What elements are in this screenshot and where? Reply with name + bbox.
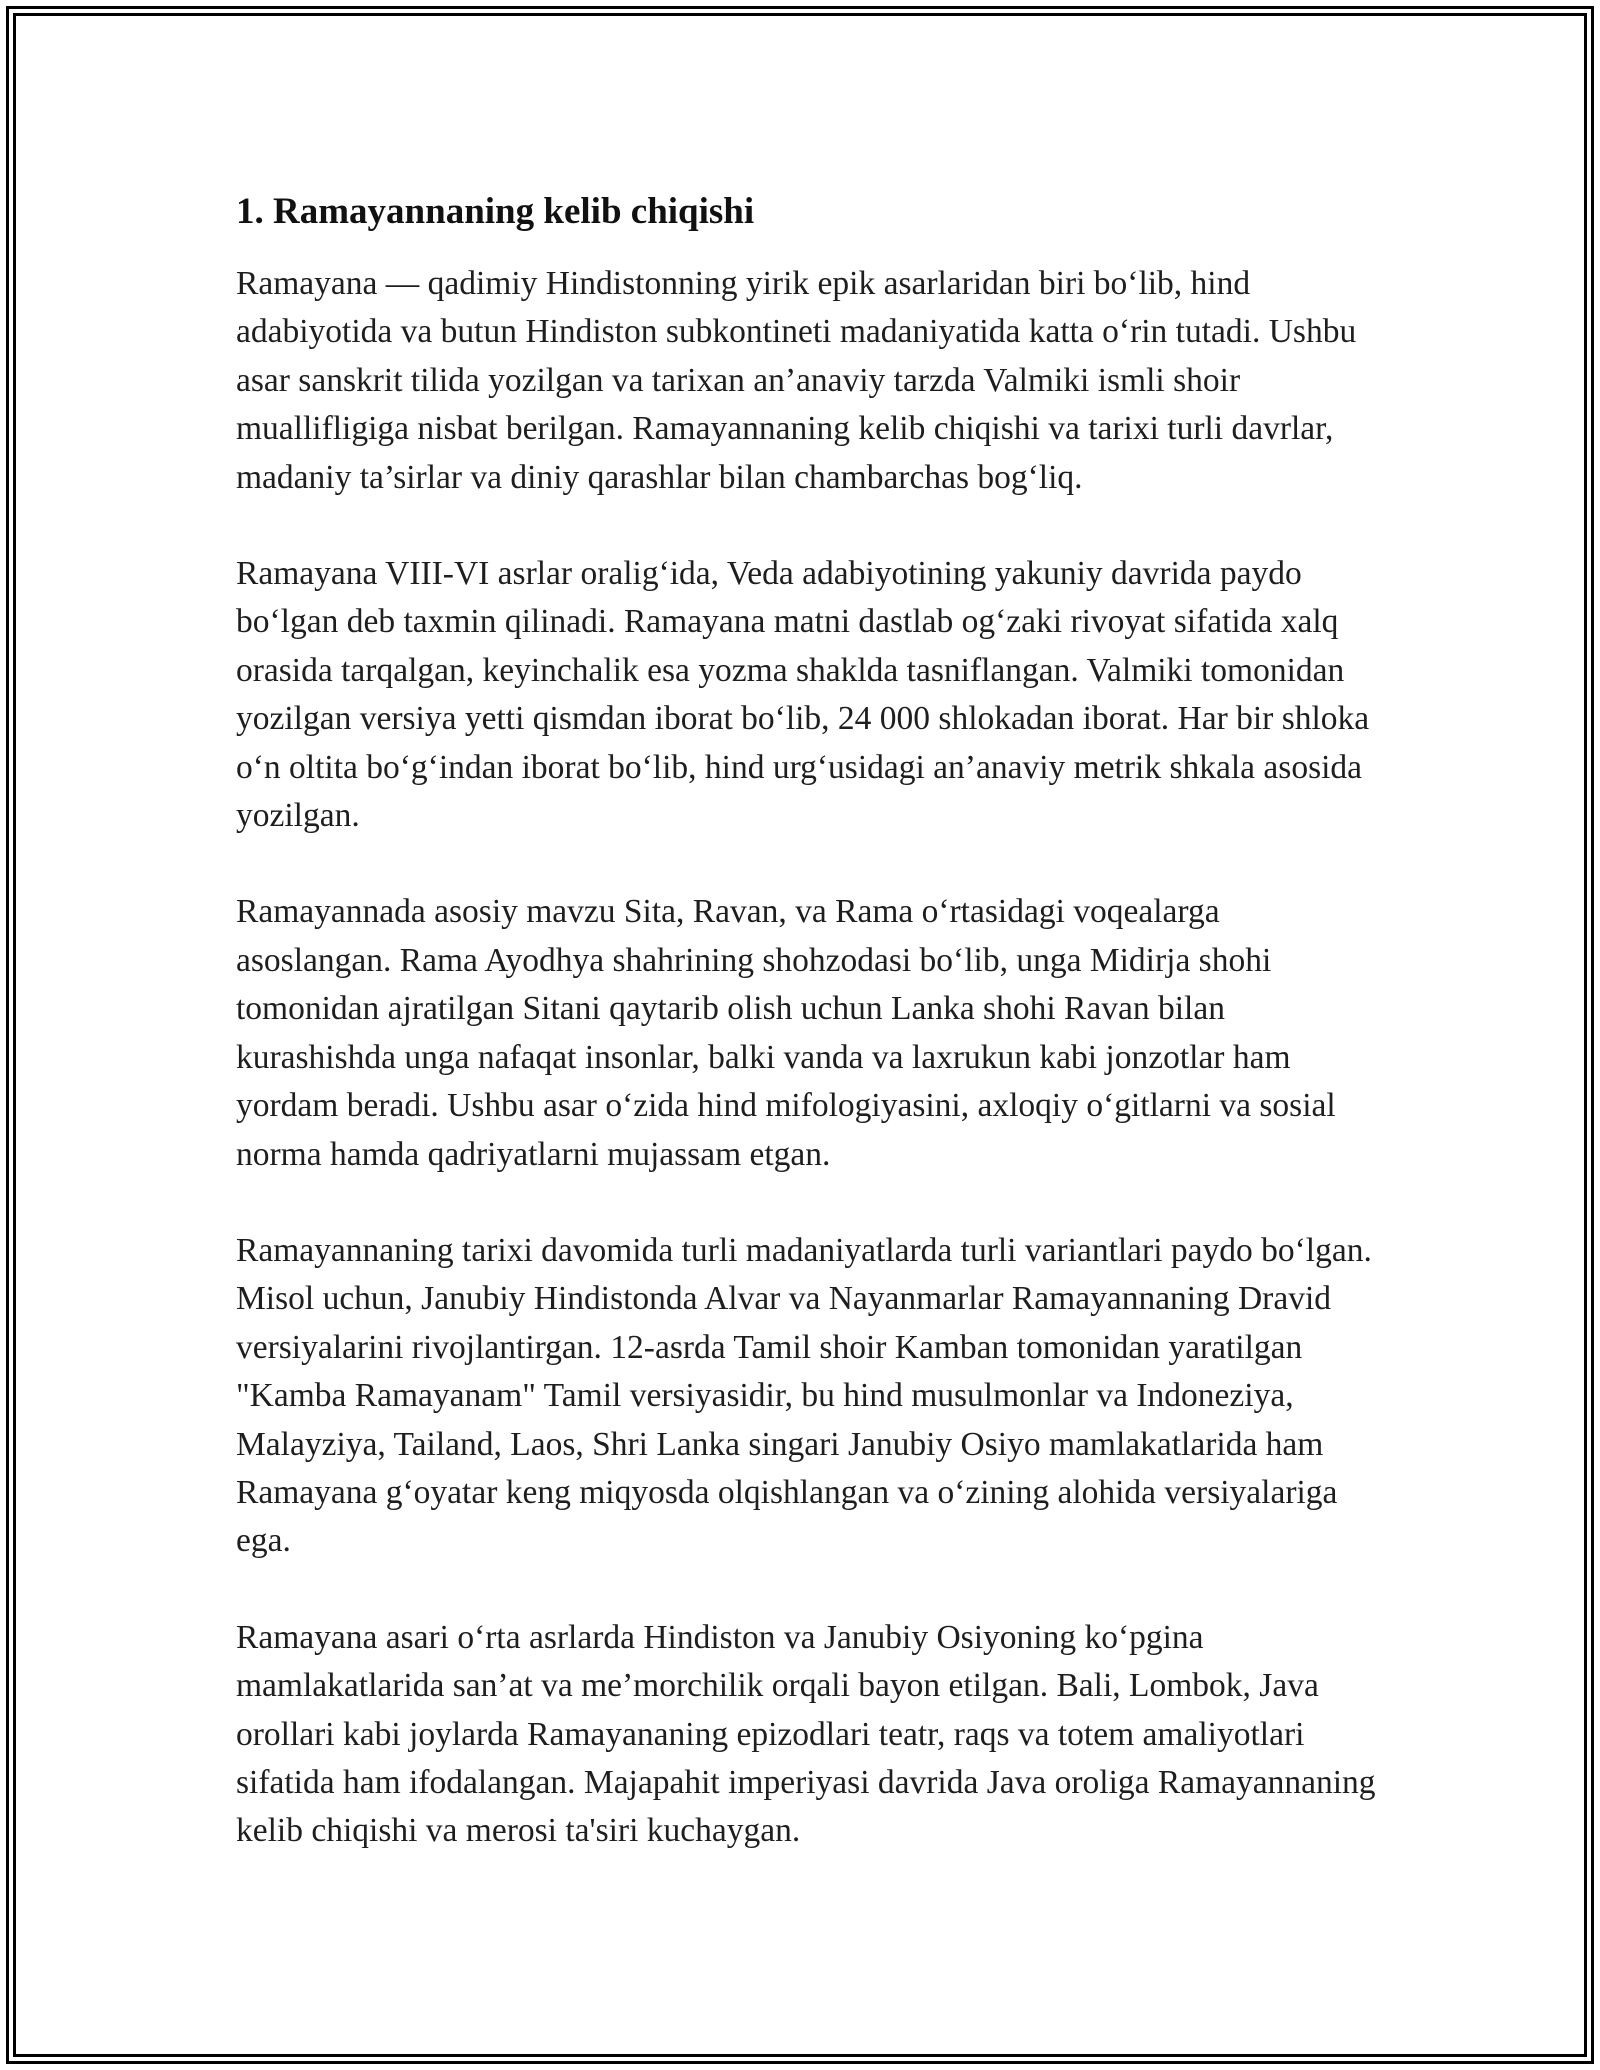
paragraph-2: Ramayana VIII-VI asrlar oralig‘ida, Veda adabiyotining yakuniy davrida paydo bo‘lgan deb taxmin qilinadi. Ramayana matni dastlab og‘zaki rivoyat sifatida xalq orasida tarqalgan, keyinchalik esa yozma shaklda tasniflangan. Valmiki tomonidan yozilgan versiya yetti qismdan iborat bo‘lib, 24 000 shlokadan iborat. Har bir shloka o‘n oltita bo‘g‘indan iborat bo‘lib, hind urg‘usidagi an’anaviy metrik shkala asosida yozilgan.: [236, 555, 1370, 835]
section-heading: 1. Ramayannaning kelib chiqishi: [236, 191, 755, 232]
paragraph-5: Ramayana asari o‘rta asrlarda Hindiston va Janubiy Osiyoning ko‘pgina mamlakatlarida san’at va me’morchilik orqali bayon etilgan. Bali, Lombok, Java orollari kabi joylarda Ramayananing epizodlari teatr, raqs va totem amaliyotlari sifatida ham ifodalangan. Majapahit imperiyasi davrida Java oroliga Ramayannaning kelib chiqishi va merosi ta'siri kuchaygan.: [236, 1618, 1376, 1850]
paragraph-1: Ramayana — qadimiy Hindistonning yirik epik asarlaridan biri bo‘lib, hind adabiyotida va butun Hindiston subkontineti madaniyatida katta o‘rin tutadi. Ushbu asar sanskrit tilida yozilgan va tarixan an’anaviy tarzda Valmiki ismli shoir muallifligiga nisbat berilgan. Ramayannaning kelib chiqishi va tarixi turli davrlar, madaniy ta’sirlar va diniy qarashlar bilan chambarchas bog‘liq.: [236, 265, 1357, 496]
paragraph-3: Ramayannada asosiy mavzu Sita, Ravan, va Rama o‘rtasidagi voqealarga asoslangan. Rama Ayodhya shahrining shohzodasi bo‘lib, unga Midirja shohi tomonidan ajratilgan Sitani qaytarib olish uchun Lanka shohi Ravan bilan kurashishda unga nafaqat insonlar, balki vanda va laxrukun kabi jonzotlar ham yordam beradi. Ushbu asar o‘zida hind mifologiyasini, axloqiy o‘gitlarni va sosial norma hamda qadriyatlarni mujassam etgan.: [236, 893, 1336, 1173]
paragraph-4: Ramayannaning tarixi davomida turli madaniyatlarda turli variantlari paydo bo‘lgan. Misol uchun, Janubiy Hindistonda Alvar va Nayanmarlar Ramayannaning Dravid versiyalarini rivojlantirgan. 12-asrda Tamil shoir Kamban tomonidan yaratilgan "Kamba Ramayanam" Tamil versiyasidir, bu hind musulmonlar va Indoneziya, Malayziya, Tailand, Laos, Shri Lanka singari Janubiy Osiyo mamlakatlarida ham Ramayana g‘oyatar keng miqyosda olqishlangan va o‘zining alohida versiyalariga ega.: [236, 1231, 1372, 1560]
document-body: [236, 186, 1376, 1856]
